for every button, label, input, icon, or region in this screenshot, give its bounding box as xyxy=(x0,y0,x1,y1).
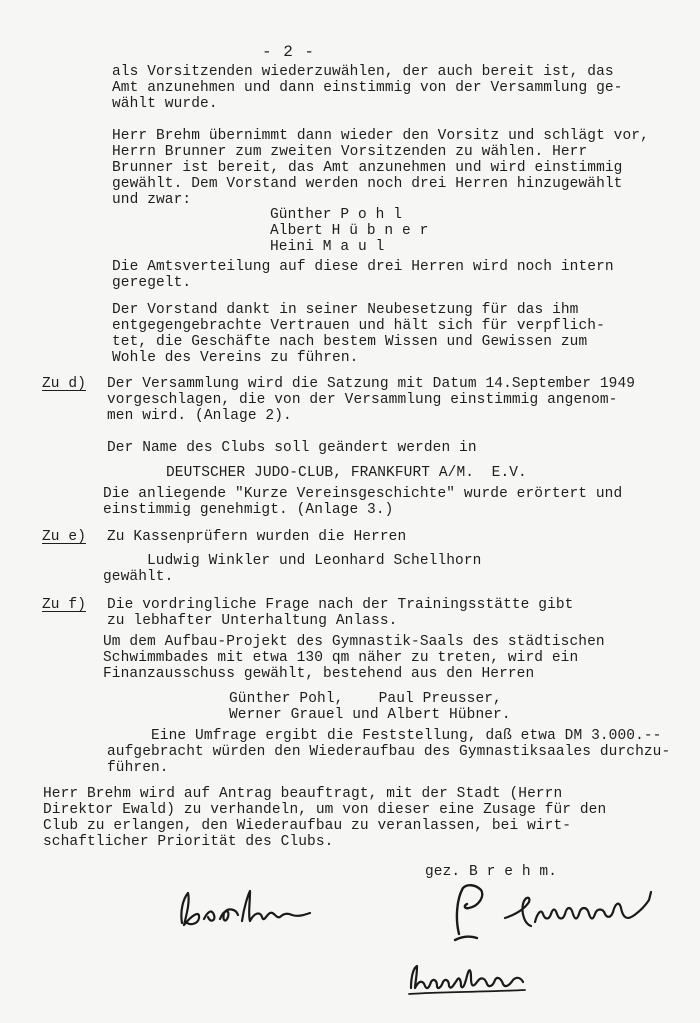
club-new-name: DEUTSCHER JUDO-CLUB, FRANKFURT A/M. E.V. xyxy=(166,465,527,481)
paragraph-training-venue: Die vordringliche Frage nach der Trainingsstätte gibt zu lebhafter Unterhaltung Anlass. xyxy=(107,597,574,629)
paragraph-club-name: Der Name des Clubs soll geändert werden in xyxy=(107,440,477,456)
finance-committee-names: Günther Pohl, Paul Preusser, Werner Grauel und Albert Hübner. xyxy=(229,691,511,723)
paragraph-brehm-chair: Herr Brehm übernimmt dann wieder den Vorsitz und schlägt vor, Herrn Brunner zum zweiten Vorsitzenden zu wählen. Herr Brunner ist bereit, das Amt anzunehmen und wird einstimmig gewählt. Dem Vorstand werden noch drei Herren hinzugewählt und zwar: xyxy=(112,128,649,208)
paragraph-auditors-elected: gewählt. xyxy=(103,569,174,585)
handwritten-signature-right xyxy=(445,878,660,948)
paragraph-board-thanks: Der Vorstand dankt in seiner Neubesetzung für das ihm entgegengebrachte Vertrauen und hält sich für verpflich- tet, die Geschäfte nach bestem Wissen und Gewissen zum Wohle des Vereins zu führen. xyxy=(112,302,605,366)
paragraph-statute: Der Versammlung wird die Satzung mit Datum 14.September 1949 vorgeschlagen, die von der Versammlung einstimmig angenom- men wird. (Anlage 2). xyxy=(107,376,636,424)
item-label-f: Zu f) xyxy=(42,597,87,613)
paragraph-auditors: Zu Kassenprüfern wurden die Herren xyxy=(107,529,407,545)
paragraph-election-continued: als Vorsitzenden wiederzuwählen, der auch bereit ist, das Amt anzunehmen und dann einstimmig von der Versammlung ge- wählt wurde. xyxy=(112,64,623,112)
item-label-d: Zu d) xyxy=(42,376,87,392)
auditor-names: Ludwig Winkler und Leonhard Schellhorn xyxy=(147,553,482,569)
handwritten-signature-left xyxy=(170,885,320,935)
paragraph-survey: Eine Umfrage ergibt die Feststellung, daß etwa DM 3.000.-- aufgebracht würden den Wiederaufbau des Gymnastiksaales durchzu- führen. xyxy=(107,728,671,776)
paragraph-gym-project: Um dem Aufbau-Projekt des Gymnastik-Saals des städtischen Schwimmbades mit etwa 130 qm näher zu treten, wird ein Finanzausschuss gewählt, bestehend aus den Herren xyxy=(103,634,605,682)
paragraph-role-distribution: Die Amtsverteilung auf diese drei Herren wird noch intern geregelt. xyxy=(112,259,614,291)
handwritten-signature-bottom xyxy=(403,958,533,998)
paragraph-club-history: Die anliegende "Kurze Vereinsgeschichte" wurde erörtert und einstimmig genehmigt. (Anlage 3.) xyxy=(103,486,623,518)
typed-signature-line: gez. B r e h m. xyxy=(425,864,558,880)
item-label-e: Zu e) xyxy=(42,529,87,545)
board-member-names: Günther P o h l Albert H ü b n e r Heini M a u l xyxy=(270,207,429,255)
page-number: - 2 - xyxy=(262,43,316,61)
paragraph-negotiation: Herr Brehm wird auf Antrag beauftragt, mit der Stadt (Herrn Direktor Ewald) zu verhandeln, um von dieser eine Zusage für den Club zu erlangen, den Wiederaufbau zu veranlassen, bei wirt- schaftlicher Priorität des Clubs. xyxy=(43,786,607,850)
